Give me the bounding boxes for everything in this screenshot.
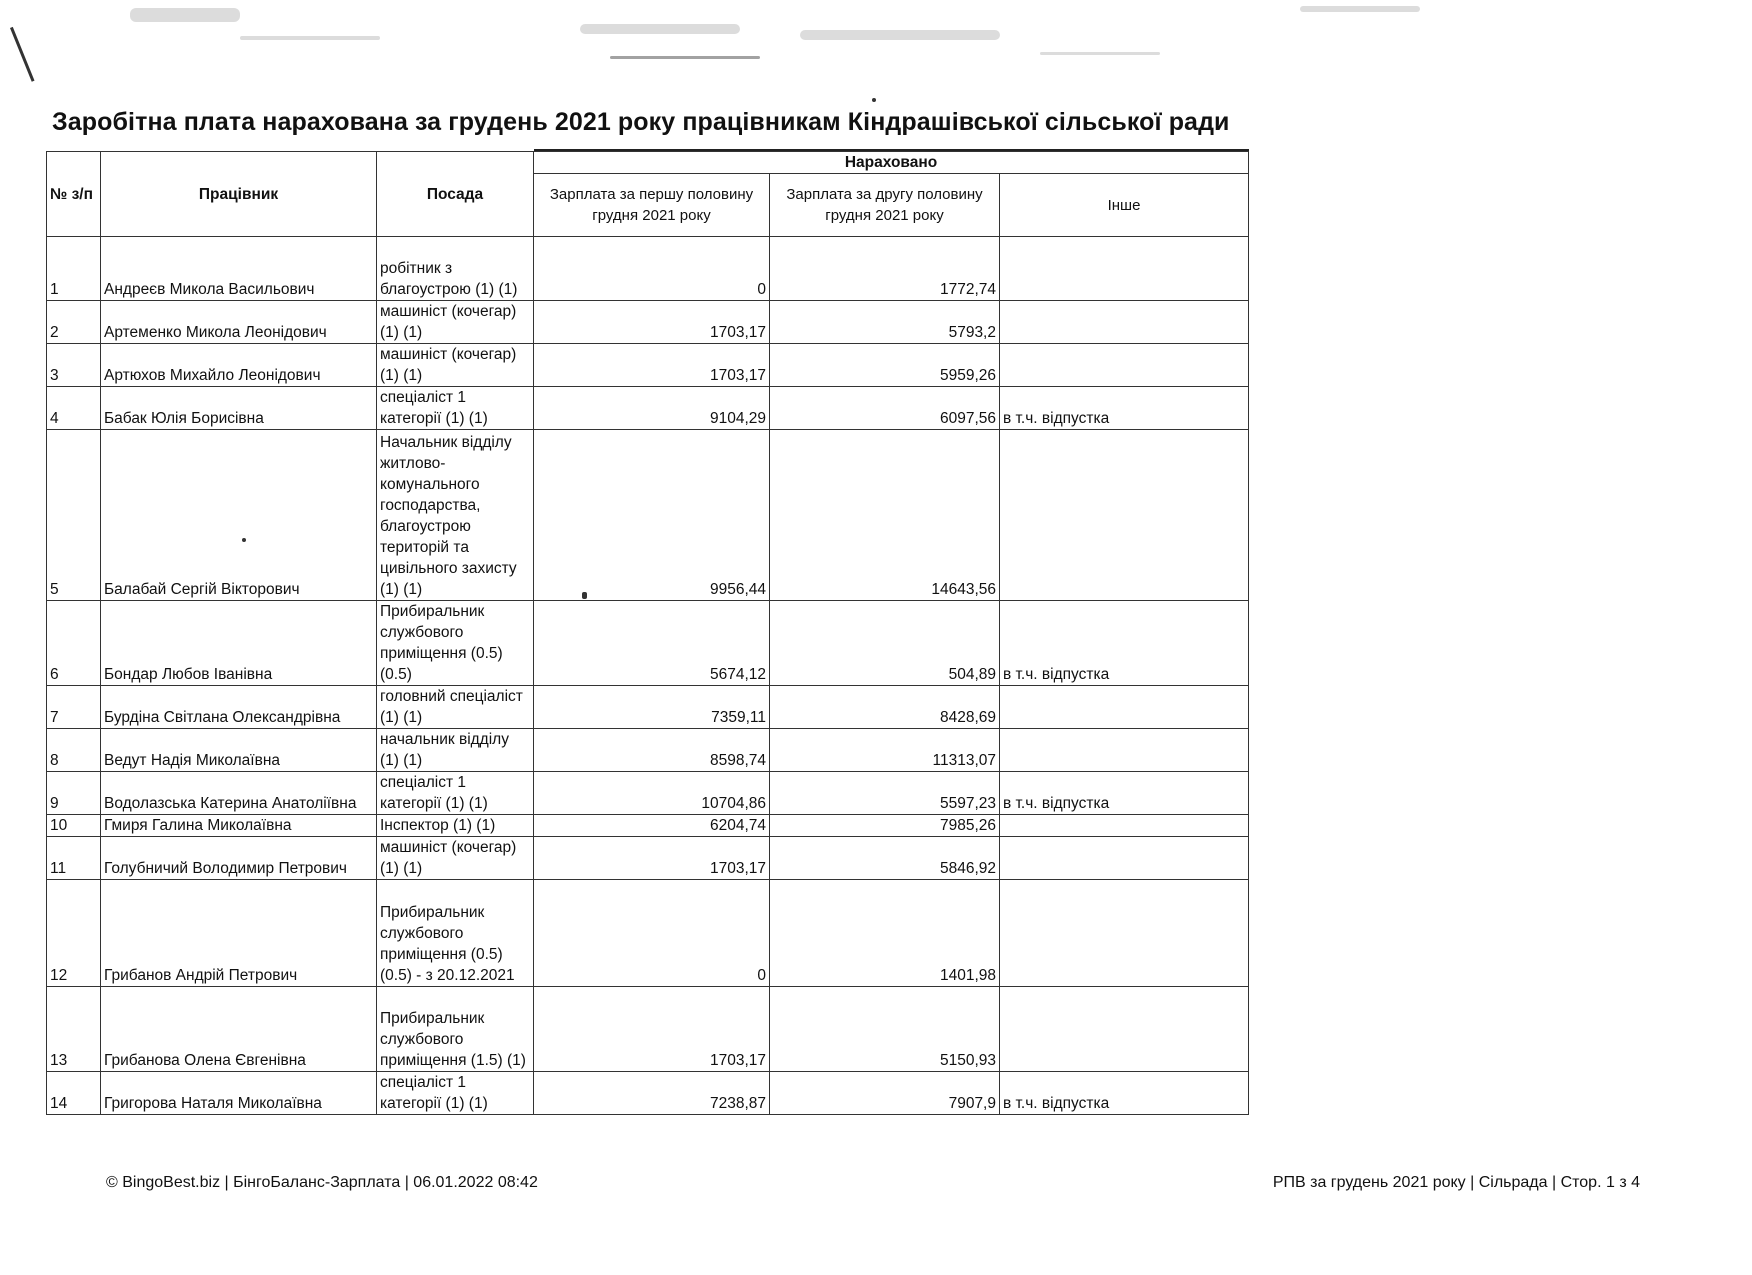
second-half-amount: 5597,23 xyxy=(770,772,1000,815)
first-half-amount: 5674,12 xyxy=(534,601,770,686)
employee-position: спеціаліст 1 категорії (1) (1) xyxy=(377,387,534,430)
payroll-table xyxy=(46,151,1249,1115)
employee-position: Начальник відділу житлово-комунального господарства, благоустрою територій та цивільного захисту (1) (1) xyxy=(377,430,534,601)
employee-position: спеціаліст 1 категорії (1) (1) xyxy=(377,1072,534,1115)
employee-name: Артеменко Микола Леонідович xyxy=(101,301,377,344)
second-half-amount: 11313,07 xyxy=(770,729,1000,772)
other-note xyxy=(1000,301,1249,344)
table-row xyxy=(47,601,1249,686)
row-index: 1 xyxy=(47,237,101,301)
first-half-amount: 0 xyxy=(534,880,770,987)
header-first-half: Зарплата за першу половину грудня 2021 року xyxy=(534,174,770,237)
first-half-amount: 1703,17 xyxy=(534,837,770,880)
row-index: 14 xyxy=(47,1072,101,1115)
row-index: 13 xyxy=(47,987,101,1072)
first-half-amount: 9956,44 xyxy=(534,430,770,601)
other-note xyxy=(1000,880,1249,987)
employee-name: Грибанова Олена Євгенівна xyxy=(101,987,377,1072)
first-half-amount: 6204,74 xyxy=(534,815,770,837)
employee-name: Артюхов Михайло Леонідович xyxy=(101,344,377,387)
table-row xyxy=(47,237,1249,301)
first-half-amount: 7238,87 xyxy=(534,1072,770,1115)
second-half-amount: 6097,56 xyxy=(770,387,1000,430)
row-index: 4 xyxy=(47,387,101,430)
table-row xyxy=(47,729,1249,772)
second-half-amount: 8428,69 xyxy=(770,686,1000,729)
other-note xyxy=(1000,430,1249,601)
header-second-half: Зарплата за другу половину грудня 2021 року xyxy=(770,174,1000,237)
second-half-amount: 5793,2 xyxy=(770,301,1000,344)
first-half-amount: 1703,17 xyxy=(534,301,770,344)
other-note: в т.ч. відпустка xyxy=(1000,387,1249,430)
employee-position: машиніст (кочегар) (1) (1) xyxy=(377,344,534,387)
row-index: 5 xyxy=(47,430,101,601)
employee-name: Ведут Надія Миколаївна xyxy=(101,729,377,772)
row-index: 11 xyxy=(47,837,101,880)
employee-name: Водолазська Катерина Анатоліївна xyxy=(101,772,377,815)
first-half-amount: 1703,17 xyxy=(534,344,770,387)
document-title: Заробітна плата нарахована за грудень 2021 року працівникам Кіндрашівської сільської ради xyxy=(52,108,1230,136)
second-half-amount: 1401,98 xyxy=(770,880,1000,987)
footer-page-info: РПВ за грудень 2021 року | Сільрада | Стор. 1 з 4 xyxy=(1272,1174,1640,1191)
table-row xyxy=(47,387,1249,430)
table-row xyxy=(47,686,1249,729)
other-note: в т.ч. відпустка xyxy=(1000,772,1249,815)
employee-position: машиніст (кочегар) (1) (1) xyxy=(377,301,534,344)
second-half-amount: 1772,74 xyxy=(770,237,1000,301)
row-index: 9 xyxy=(47,772,101,815)
employee-position: Прибиральник службового приміщення (0.5) (0.5) xyxy=(377,601,534,686)
other-note: в т.ч. відпустка xyxy=(1000,601,1249,686)
other-note xyxy=(1000,837,1249,880)
other-note xyxy=(1000,237,1249,301)
first-half-amount: 10704,86 xyxy=(534,772,770,815)
second-half-amount: 5150,93 xyxy=(770,987,1000,1072)
scan-speck xyxy=(872,98,876,102)
header-other: Інше xyxy=(1000,174,1249,237)
first-half-amount: 8598,74 xyxy=(534,729,770,772)
row-index: 2 xyxy=(47,301,101,344)
header-employee: Працівник xyxy=(101,152,377,237)
employee-name: Бурдіна Світлана Олександрівна xyxy=(101,686,377,729)
employee-name: Бабак Юлія Борисівна xyxy=(101,387,377,430)
employee-name: Гмиря Галина Миколаївна xyxy=(101,815,377,837)
table-row xyxy=(47,987,1249,1072)
table-row xyxy=(47,837,1249,880)
row-index: 7 xyxy=(47,686,101,729)
header-accrued: Нараховано xyxy=(534,152,1249,174)
table-row xyxy=(47,1072,1249,1115)
row-index: 6 xyxy=(47,601,101,686)
row-index: 3 xyxy=(47,344,101,387)
header-position: Посада xyxy=(377,152,534,237)
table-row xyxy=(47,772,1249,815)
other-note xyxy=(1000,987,1249,1072)
first-half-amount: 0 xyxy=(534,237,770,301)
employee-name: Голубничий Володимир Петрович xyxy=(101,837,377,880)
table-row xyxy=(47,880,1249,987)
other-note: в т.ч. відпустка xyxy=(1000,1072,1249,1115)
other-note xyxy=(1000,686,1249,729)
header-index: № з/п xyxy=(47,152,101,237)
employee-name: Андреєв Микола Васильович xyxy=(101,237,377,301)
row-index: 12 xyxy=(47,880,101,987)
employee-position: Прибиральник службового приміщення (0.5) (0.5) - з 20.12.2021 xyxy=(377,880,534,987)
employee-name: Григорова Наталя Миколаївна xyxy=(101,1072,377,1115)
scan-header-smudge xyxy=(0,0,1752,70)
table-row xyxy=(47,815,1249,837)
second-half-amount: 7907,9 xyxy=(770,1072,1000,1115)
first-half-amount: 7359,11 xyxy=(534,686,770,729)
second-half-amount: 5846,92 xyxy=(770,837,1000,880)
employee-position: Прибиральник службового приміщення (1.5) (1) xyxy=(377,987,534,1072)
employee-name: Балабай Сергій Вікторович xyxy=(101,430,377,601)
payroll-rows xyxy=(47,237,1249,1115)
second-half-amount: 14643,56 xyxy=(770,430,1000,601)
employee-position: робітник з благоустрою (1) (1) xyxy=(377,237,534,301)
other-note xyxy=(1000,815,1249,837)
second-half-amount: 504,89 xyxy=(770,601,1000,686)
footer-software-info: © BingoBest.biz | БінгоБаланс-Зарплата | 06.01.2022 08:42 xyxy=(106,1174,538,1191)
other-note xyxy=(1000,344,1249,387)
employee-name: Грибанов Андрій Петрович xyxy=(101,880,377,987)
other-note xyxy=(1000,729,1249,772)
employee-position: начальник відділу (1) (1) xyxy=(377,729,534,772)
row-index: 8 xyxy=(47,729,101,772)
first-half-amount: 1703,17 xyxy=(534,987,770,1072)
employee-position: машиніст (кочегар) (1) (1) xyxy=(377,837,534,880)
second-half-amount: 7985,26 xyxy=(770,815,1000,837)
employee-position: головний спеціаліст (1) (1) xyxy=(377,686,534,729)
first-half-amount: 9104,29 xyxy=(534,387,770,430)
table-row xyxy=(47,430,1249,601)
row-index: 10 xyxy=(47,815,101,837)
employee-position: Інспектор (1) (1) xyxy=(377,815,534,837)
employee-position: спеціаліст 1 категорії (1) (1) xyxy=(377,772,534,815)
second-half-amount: 5959,26 xyxy=(770,344,1000,387)
table-row xyxy=(47,344,1249,387)
table-row xyxy=(47,301,1249,344)
employee-name: Бондар Любов Іванівна xyxy=(101,601,377,686)
